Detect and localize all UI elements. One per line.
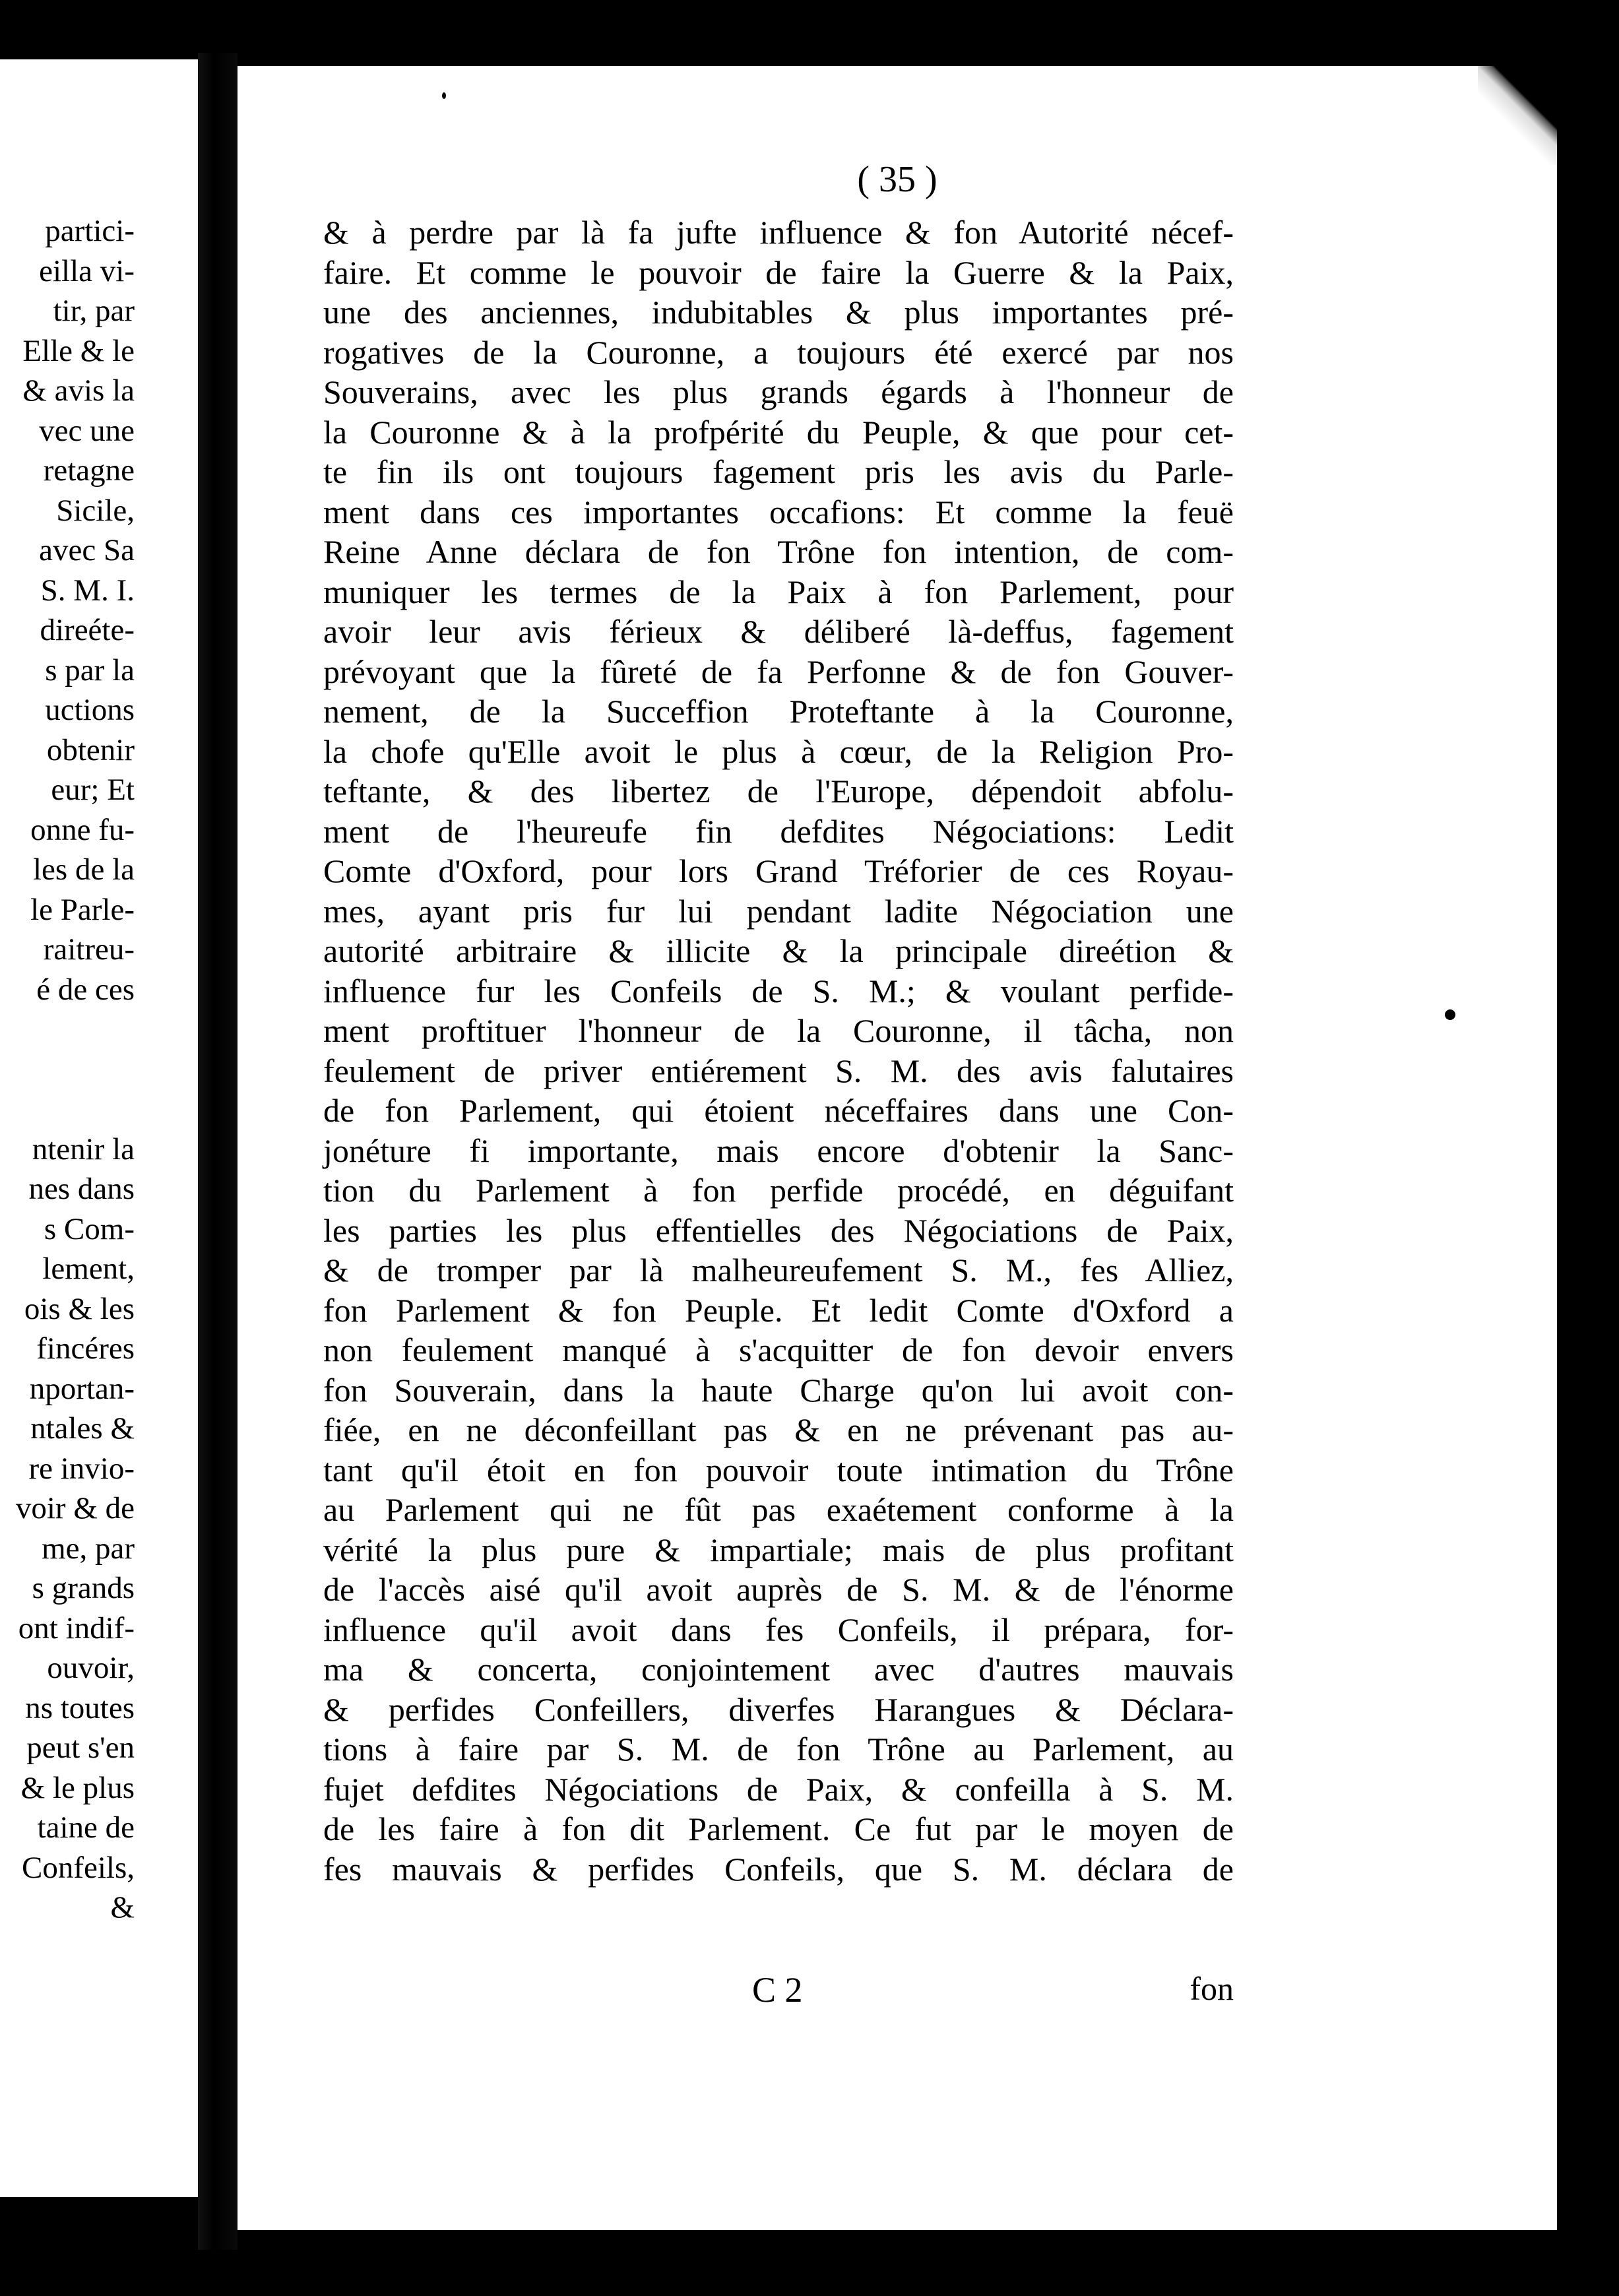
folded-corner bbox=[1478, 66, 1557, 165]
text-line: faire. Et comme le pouvoir de faire la Guerre & la Paix, bbox=[323, 253, 1234, 291]
text-line: de les faire à fon dit Parlement. Ce fut par le moyen de bbox=[323, 1810, 1234, 1847]
left-page-line: uctions bbox=[45, 693, 135, 727]
text-line: teftante, & des libertez de l'Europe, dépendoit abfolu- bbox=[323, 773, 1234, 810]
left-page-line: re invio- bbox=[28, 1451, 135, 1486]
left-page-line: obtenir bbox=[46, 732, 135, 767]
left-page-line: Sicile, bbox=[56, 493, 135, 528]
left-page-line: nportan- bbox=[29, 1371, 135, 1406]
text-line: avoir leur avis férieux & déliberé là-deffus, fagement bbox=[323, 613, 1234, 650]
text-line: ment proftituer l'honneur de la Couronne, il tâcha, non bbox=[323, 1012, 1234, 1049]
text-line: rogatives de la Couronne, a toujours été exercé par nos bbox=[323, 333, 1234, 371]
left-page-line: ntales & bbox=[30, 1411, 135, 1446]
text-line: de fon Parlement, qui étoient néceffaires dans une Con- bbox=[323, 1092, 1234, 1129]
body-text bbox=[323, 212, 1234, 1889]
left-page-line: ouvoir, bbox=[47, 1651, 135, 1685]
left-page-line: taine de bbox=[37, 1810, 135, 1845]
main-page bbox=[238, 66, 1557, 2230]
text-line: non feulement manqué à s'acquitter de fon devoir envers bbox=[323, 1331, 1234, 1368]
left-page-line: ont indif- bbox=[18, 1610, 135, 1645]
ink-speck bbox=[1445, 1009, 1455, 1020]
text-line: Comte d'Oxford, pour lors Grand Tréforier de ces Royau- bbox=[323, 852, 1234, 889]
left-page-line: s par la bbox=[45, 653, 135, 687]
book-gutter bbox=[198, 53, 238, 2250]
text-line: jonéture fi importante, mais encore d'obtenir la Sanc- bbox=[323, 1132, 1234, 1169]
text-line: autorité arbitraire & illicite & la principale direétion & bbox=[323, 932, 1234, 969]
left-page-line: lement, bbox=[42, 1252, 135, 1286]
left-page-line: Elle & le bbox=[22, 333, 135, 368]
text-line: fujet defdites Négociations de Paix, & confeilla à S. M. bbox=[323, 1770, 1234, 1808]
text-line: ma & concerta, conjointement avec d'autres mauvais bbox=[323, 1651, 1234, 1688]
left-page-line: peut s'en bbox=[26, 1731, 135, 1765]
left-page-line: raitreu- bbox=[43, 932, 135, 967]
left-page-line: ns toutes bbox=[25, 1690, 135, 1725]
left-page-line: ois & les bbox=[24, 1291, 135, 1326]
text-line: fes mauvais & perfides Confeils, que S. M. déclara de bbox=[323, 1850, 1234, 1888]
text-line: fon Souverain, dans la haute Charge qu'on lui avoit con- bbox=[323, 1371, 1234, 1409]
text-line: muniquer les termes de la Paix à fon Parlement, pour bbox=[323, 573, 1234, 610]
left-page-line bbox=[0, 1009, 135, 1050]
text-line: mes, ayant pris fur lui pendant ladite Négociation une bbox=[323, 892, 1234, 930]
text-line: ment dans ces importantes occafions: Et comme la feuë bbox=[323, 493, 1234, 530]
text-line: la Couronne & à la profpérité du Peuple, & que pour cet- bbox=[323, 413, 1234, 451]
text-line: tant qu'il étoit en fon pouvoir toute intimation du Trône bbox=[323, 1451, 1234, 1488]
left-page-line: les de la bbox=[33, 852, 135, 887]
text-line: feulement de priver entiérement S. M. des avis falutaires bbox=[323, 1052, 1234, 1089]
text-line: une des anciennes, indubitables & plus importantes pré- bbox=[323, 294, 1234, 331]
left-page-line: vec une bbox=[39, 413, 135, 448]
text-line: te fin ils ont toujours fagement pris les avis du Parle- bbox=[323, 453, 1234, 490]
text-line: tion du Parlement à fon perfide procédé, en déguifant bbox=[323, 1172, 1234, 1209]
left-page-line: eur; Et bbox=[51, 773, 135, 807]
text-line: fon Parlement & fon Peuple. Et ledit Comte d'Oxford a bbox=[323, 1291, 1234, 1329]
left-page-line: & bbox=[110, 1890, 135, 1925]
left-page-line: le Parle- bbox=[30, 892, 135, 927]
left-page-line: & le plus bbox=[20, 1770, 135, 1805]
left-page-line bbox=[0, 1050, 135, 1090]
text-line: influence qu'il avoit dans fes Confeils, il prépara, for- bbox=[323, 1610, 1234, 1648]
left-page-line: partici- bbox=[45, 214, 135, 248]
left-page-line: s grands bbox=[32, 1571, 135, 1605]
text-line: nement, de la Succeffion Proteftante à la Couronne, bbox=[323, 693, 1234, 730]
text-line: tions à faire par S. M. de fon Trône au Parlement, au bbox=[323, 1731, 1234, 1768]
left-page-line: s Com- bbox=[44, 1211, 135, 1246]
text-line: la chofe qu'Elle avoit le plus à cœur, de la Religion Pro- bbox=[323, 732, 1234, 770]
text-line: & perfides Confeillers, diverfes Harangues & Déclara- bbox=[323, 1690, 1234, 1728]
left-page-text bbox=[0, 211, 135, 1928]
left-page-line: retagne bbox=[43, 453, 135, 488]
catchword: fon bbox=[1190, 1970, 1234, 2007]
text-line: de l'accès aisé qu'il avoit auprès de S. M. & de l'énorme bbox=[323, 1571, 1234, 1608]
left-page-line: tir, par bbox=[53, 294, 135, 328]
text-line: Souverains, avec les plus grands égards à l'honneur de bbox=[323, 373, 1234, 410]
left-page-line: Confeils, bbox=[21, 1850, 135, 1885]
left-page-line: nes dans bbox=[28, 1172, 135, 1206]
text-line: prévoyant que la fûreté de fa Perfonne & de fon Gouver- bbox=[323, 653, 1234, 690]
left-page-line: & avis la bbox=[22, 373, 135, 408]
left-page-fragment bbox=[0, 59, 198, 2197]
left-page-line: é de ces bbox=[36, 972, 135, 1007]
text-line: vérité la plus pure & impartiale; mais de plus profitant bbox=[323, 1531, 1234, 1568]
text-line: fiée, en ne déconfeillant pas & en ne prévenant pas au- bbox=[323, 1411, 1234, 1448]
page-number: ( 35 ) bbox=[857, 159, 937, 200]
text-line: ment de l'heureufe fin defdites Négociations: Ledit bbox=[323, 812, 1234, 850]
left-page-line: avec Sa bbox=[39, 533, 135, 567]
left-page-line: direéte- bbox=[40, 613, 135, 647]
ink-speck bbox=[442, 92, 446, 99]
text-line: & de tromper par là malheureufement S. M., fes Alliez, bbox=[323, 1252, 1234, 1289]
text-line: & à perdre par là fa jufte influence & fon Autorité nécef- bbox=[323, 214, 1234, 251]
left-page-line: ntenir la bbox=[32, 1132, 135, 1166]
left-page-line: onne fu- bbox=[30, 812, 135, 847]
signature-mark: C 2 bbox=[752, 1970, 803, 2010]
left-page-line: me, par bbox=[42, 1531, 135, 1566]
left-page-line: fincéres bbox=[36, 1331, 135, 1366]
left-page-line: voir & de bbox=[15, 1491, 135, 1525]
text-line: Reine Anne déclara de fon Trône fon intention, de com- bbox=[323, 533, 1234, 570]
left-page-line: S. M. I. bbox=[40, 573, 135, 608]
text-line: au Parlement qui ne fût pas exaétement conforme à la bbox=[323, 1491, 1234, 1528]
left-page-line bbox=[0, 1089, 135, 1130]
text-line: les parties les plus effentielles des Négociations de Paix, bbox=[323, 1211, 1234, 1249]
left-page-line: eilla vi- bbox=[39, 253, 135, 288]
text-line: influence fur les Confeils de S. M.; & voulant perfide- bbox=[323, 972, 1234, 1009]
